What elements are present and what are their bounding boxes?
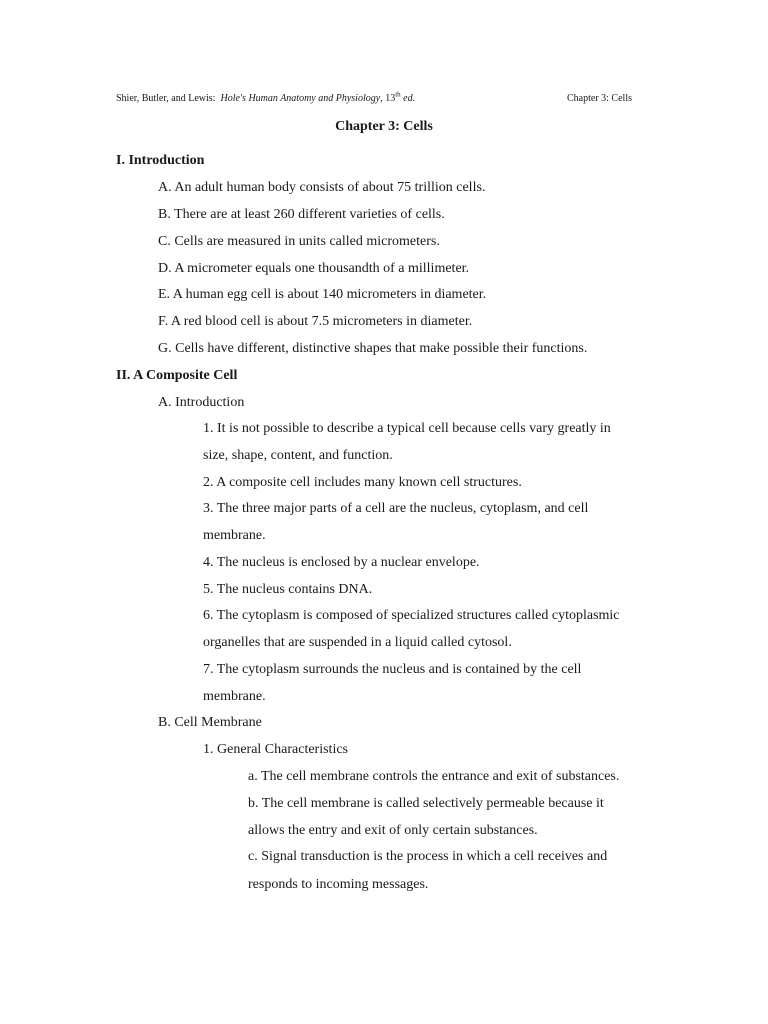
header-book-title: Hole's Human Anatomy and Physiology bbox=[220, 93, 381, 104]
list-item: F. A red blood cell is about 7.5 micrometers in diameter. bbox=[158, 314, 473, 329]
list-item: 7. The cytoplasm surrounds the nucleus and is contained by the cell bbox=[203, 662, 582, 677]
list-item-continuation: allows the entry and exit of only certain substances. bbox=[248, 823, 538, 838]
list-item: 2. A composite cell includes many known cell structures. bbox=[203, 475, 522, 490]
list-item: G. Cells have different, distinctive shapes that make possible their functions. bbox=[158, 341, 588, 356]
list-item: 1. It is not possible to describe a typical cell because cells vary greatly in bbox=[203, 421, 611, 436]
list-item: A. An adult human body consists of about 75 trillion cells. bbox=[158, 180, 486, 195]
header-edition-sup: th bbox=[395, 90, 401, 99]
list-item: c. Signal transduction is the process in which a cell receives and bbox=[248, 849, 608, 864]
chapter-title: Chapter 3: Cells bbox=[335, 119, 433, 134]
subsection-heading-introduction: A. Introduction bbox=[158, 395, 245, 410]
header-citation bbox=[116, 90, 416, 105]
list-item: 6. The cytoplasm is composed of specialized structures called cytoplasmic bbox=[203, 608, 620, 623]
list-item: 3. The three major parts of a cell are the nucleus, cytoplasm, and cell bbox=[203, 501, 589, 516]
list-item: B. There are at least 260 different varieties of cells. bbox=[158, 207, 445, 222]
list-item-general-characteristics: 1. General Characteristics bbox=[203, 742, 348, 757]
header-authors: Shier, Butler, and Lewis: bbox=[116, 93, 216, 104]
list-item: C. Cells are measured in units called micrometers. bbox=[158, 234, 440, 249]
list-item: 5. The nucleus contains DNA. bbox=[203, 582, 373, 597]
section-heading-introduction: I. Introduction bbox=[116, 153, 205, 168]
header-edition-suffix: ed. bbox=[400, 93, 416, 104]
header-chapter: Chapter 3: Cells bbox=[567, 93, 632, 104]
list-item-continuation: membrane. bbox=[203, 689, 266, 704]
subsection-heading-cell-membrane: B. Cell Membrane bbox=[158, 715, 262, 730]
list-item: D. A micrometer equals one thousandth of a millimeter. bbox=[158, 261, 470, 276]
list-item: E. A human egg cell is about 140 micrometers in diameter. bbox=[158, 287, 487, 302]
list-item: a. The cell membrane controls the entrance and exit of substances. bbox=[248, 769, 620, 784]
running-header bbox=[116, 90, 632, 105]
list-item-continuation: membrane. bbox=[203, 528, 266, 543]
list-item-continuation: organelles that are suspended in a liquid called cytosol. bbox=[203, 635, 512, 650]
list-item: b. The cell membrane is called selectively permeable because it bbox=[248, 796, 604, 811]
list-item-continuation: responds to incoming messages. bbox=[248, 877, 429, 892]
list-item-continuation: size, shape, content, and function. bbox=[203, 448, 393, 463]
section-heading-composite-cell: II. A Composite Cell bbox=[116, 368, 238, 383]
list-item: 4. The nucleus is enclosed by a nuclear envelope. bbox=[203, 555, 480, 570]
header-edition-prefix: , 13 bbox=[380, 93, 396, 104]
